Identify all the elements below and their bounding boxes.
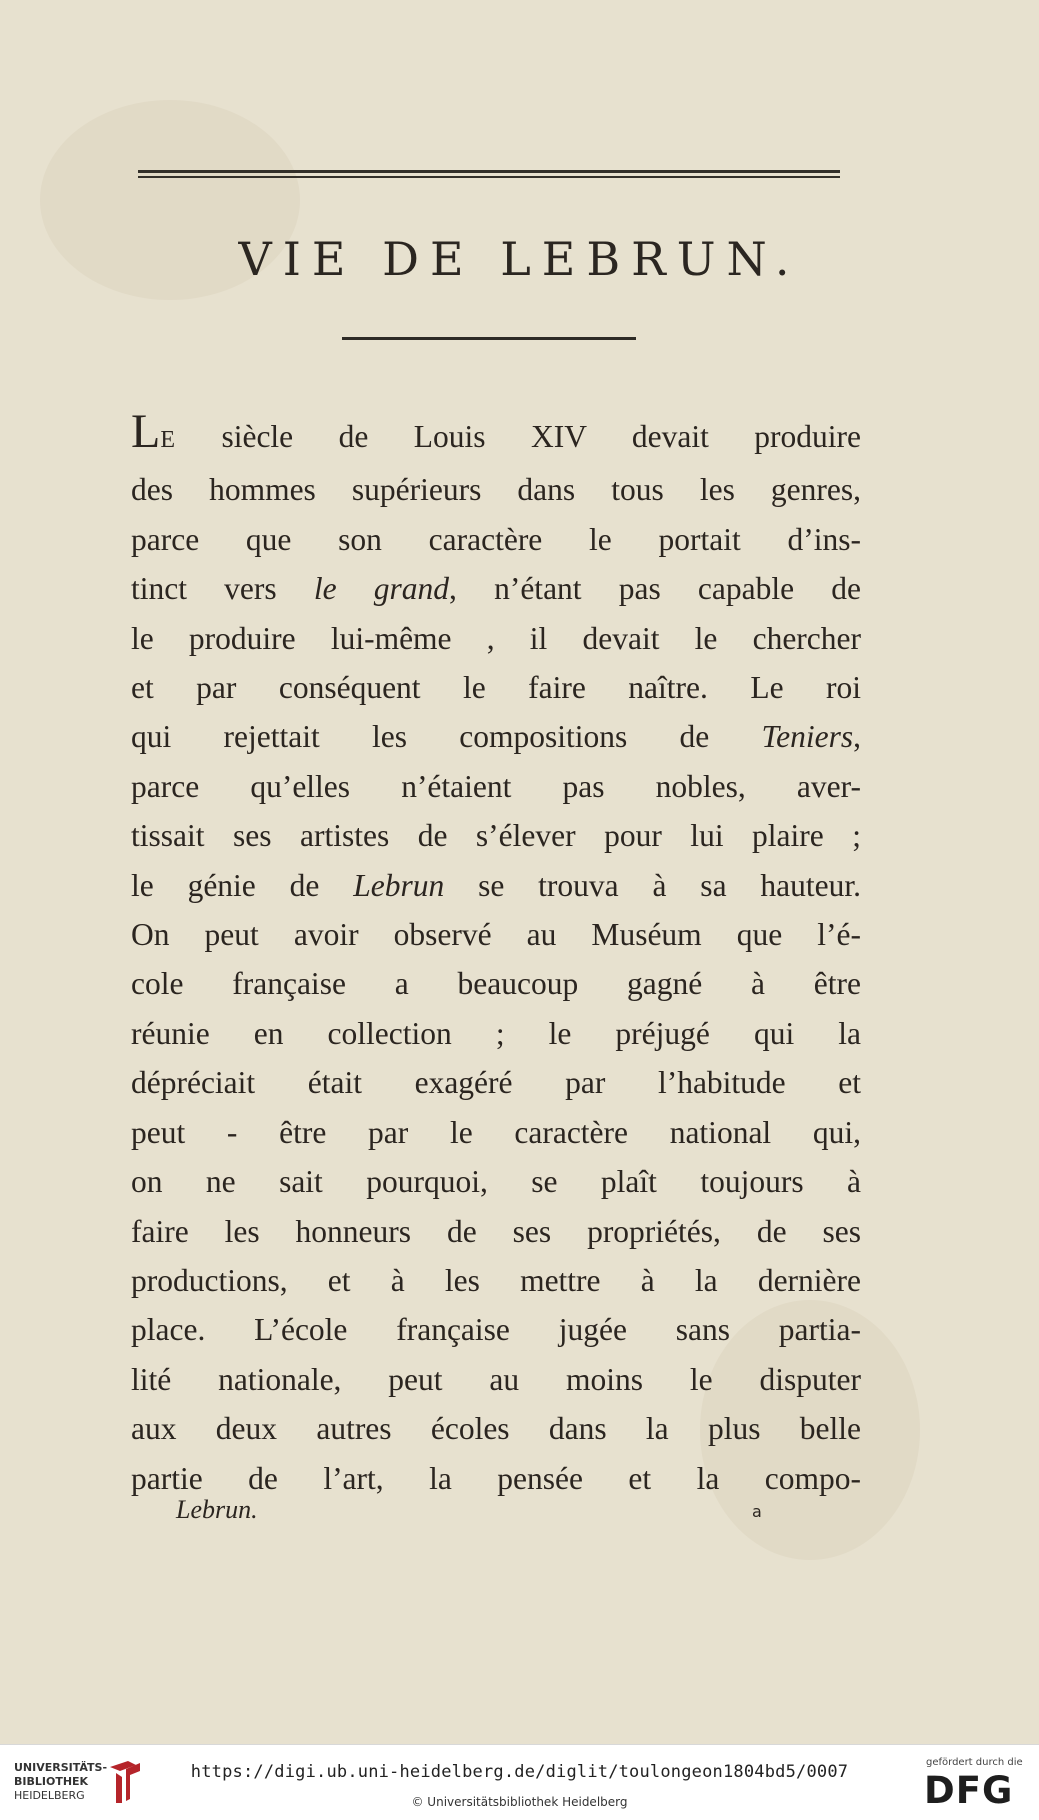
text-line: On peut avoir observé au Muséum que l’é-	[131, 917, 861, 953]
text-line: réunie en collection ; le préjugé qui la	[131, 1015, 861, 1051]
text-line: le produire lui-même , il devait le chercher	[131, 620, 861, 656]
text-line: tinct vers le grand, n’étant pas capable de	[131, 571, 862, 607]
text-line: qui rejettait les compositions de Teniers,	[131, 719, 861, 755]
page-url-link[interactable]: https://digi.ub.uni-heidelberg.de/diglit/toulongeon1804bd5/0007	[190, 1762, 849, 1782]
text-line: aux deux autres écoles dans la plus belle	[131, 1411, 861, 1447]
text-line: faire les honneurs de ses propriétés, de ses	[131, 1213, 861, 1249]
drop-cap: L	[131, 405, 161, 458]
text-line: on ne sait pourquoi, se plaît toujours à	[131, 1164, 861, 1200]
library-name-line2: BIBLIOTHEK	[14, 1775, 89, 1788]
text-line: le génie de Lebrun se trouva à sa hauteur.	[131, 867, 861, 903]
text-line: cole française a beaucoup gagné à être	[131, 966, 861, 1002]
page-signature: Lebrun.	[176, 1495, 258, 1524]
italic-name: Teniers	[761, 719, 854, 755]
text-line: productions, et à les mettre à la dernière	[131, 1262, 861, 1298]
top-double-rule	[138, 170, 840, 180]
library-name-line3: HEIDELBERG	[14, 1789, 85, 1802]
signature-mark: a	[752, 1502, 762, 1521]
page-title: VIE DE LEBRUN.	[238, 232, 801, 286]
dfg-logo[interactable]: DFG	[924, 1769, 1014, 1812]
text-line: place. L’école française jugée sans partia-	[131, 1312, 861, 1348]
body-text	[131, 405, 862, 1503]
italic-name: Lebrun	[353, 867, 445, 903]
text-line: LE siècle de Louis XIV devait produire	[131, 405, 861, 458]
title-underline-rule	[342, 337, 636, 340]
small-caps: E	[160, 427, 176, 453]
text-line: parce que son caractère le portait d’ins-	[131, 521, 861, 557]
text-line: partie de l’art, la pensée et la compo-	[131, 1460, 861, 1496]
text-line: dépréciait était exagéré par l’habitude et	[131, 1065, 861, 1101]
sponsor-label: gefördert durch die	[926, 1757, 1023, 1768]
copyright-notice: © Universitätsbibliothek Heidelberg	[411, 1795, 628, 1809]
library-footer	[0, 1744, 1039, 1820]
text-line: tissait ses artistes de s’élever pour lui plaire ;	[131, 818, 861, 854]
library-name-line1: UNIVERSITÄTS-	[14, 1761, 108, 1774]
italic-name: le grand	[313, 571, 450, 607]
text-line: des hommes supérieurs dans tous les genres,	[131, 472, 861, 508]
text-line: peut - être par le caractère national qui,	[131, 1114, 861, 1150]
text-line: parce qu’elles n’étaient pas nobles, aver-	[131, 768, 861, 804]
text-line: et par conséquent le faire naître. Le roi	[131, 670, 861, 706]
text-line: lité nationale, peut au moins le disputer	[131, 1361, 861, 1397]
